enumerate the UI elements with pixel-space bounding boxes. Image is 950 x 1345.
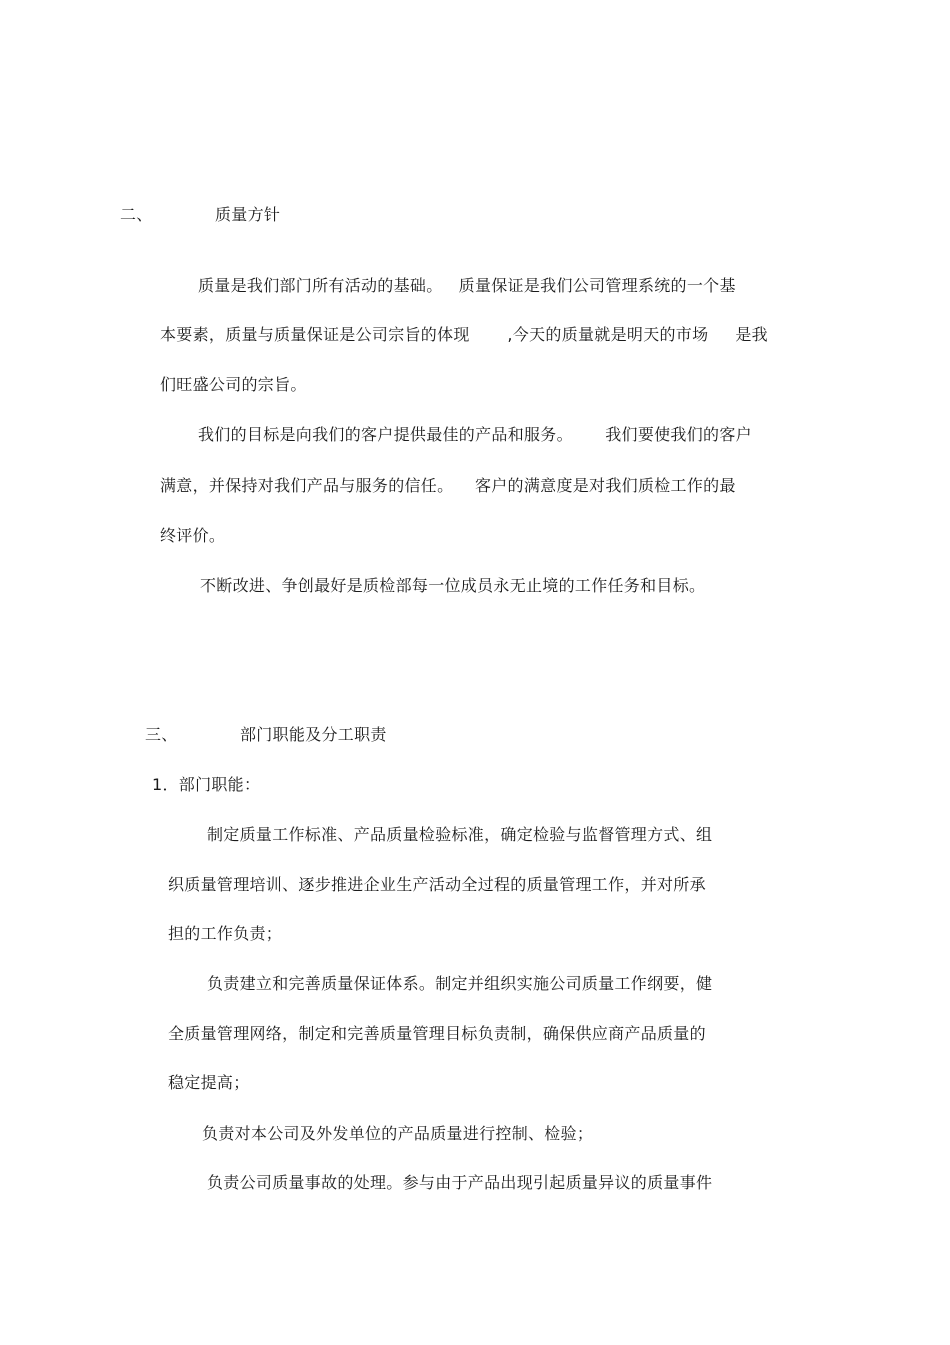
item3: 负责对本公司及外发单位的产品质量进行控制、检验； <box>202 1124 594 1143</box>
item1-line1: 制定质量工作标准、产品质量检验标准，确定检验与监督管理方式、组 <box>207 825 713 844</box>
section2-para1-line3: 们旺盛公司的宗旨。 <box>160 375 307 394</box>
section2-para2-line3: 终评价。 <box>160 526 226 545</box>
section2-para1-line2: 本要素，质量与质量保证是公司宗旨的体现 ,今天的质量就是明天的市场 是我 <box>160 325 768 344</box>
item2-line2: 全质量管理网络，制定和完善质量管理目标负责制，确保供应商产品质量的 <box>168 1024 706 1043</box>
section2-number: 二、 <box>120 205 153 224</box>
item4: 负责公司质量事故的处理。参与由于产品出现引起质量异议的质量事件 <box>207 1173 713 1192</box>
item2-line1: 负责建立和完善质量保证体系。制定并组织实施公司质量工作纲要，健 <box>207 974 713 993</box>
section3-number: 三、 <box>145 725 178 744</box>
item1-line3: 担的工作负责； <box>168 924 283 943</box>
item2-line3: 稳定提高； <box>168 1073 250 1092</box>
section2-title: 质量方针 <box>215 205 281 224</box>
section3-title: 部门职能及分工职责 <box>240 725 387 744</box>
item1-line2: 织质量管理培训、逐步推进企业生产活动全过程的质量管理工作，并对所承 <box>168 875 706 894</box>
section2-para2-line1: 我们的目标是向我们的客户提供最佳的产品和服务。 我们要使我们的客户 <box>198 425 752 444</box>
section2-para2-line2: 满意，并保持对我们产品与服务的信任。 客户的满意度是对我们质检工作的最 <box>160 476 736 495</box>
subsection-heading: 1．部门职能： <box>152 775 261 794</box>
section2-para3: 不断改进、争创最好是质检部每一位成员永无止境的工作任务和目标。 <box>200 576 706 595</box>
section2-para1-line1: 质量是我们部门所有活动的基础。 质量保证是我们公司管理系统的一个基 <box>198 276 736 295</box>
